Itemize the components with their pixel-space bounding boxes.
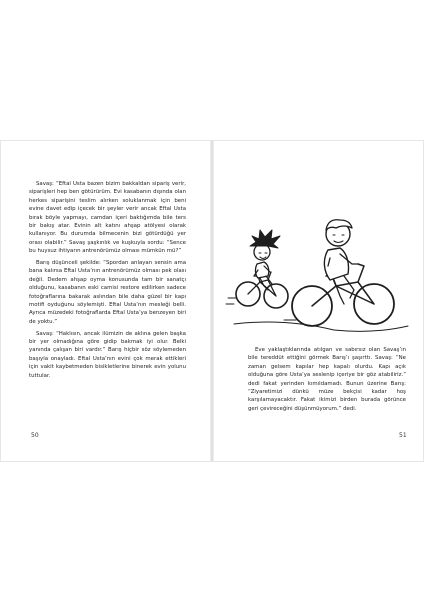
right-page-text — [248, 346, 406, 417]
left-paragraph-2: Barış düşünceli şekilde: “Spordan anlayan sensin ama bana kalırsa Eftal Usta’nın antrenörümüz olması pek olası değil. Dedem ahşap oyma konusunda tam bir sanatçı olduğunu, kasabanın eski camisi restore edilirken sadece fotoğraflarına bakarak aslından bile daha güzel bir kapı motifi oyduğunu söylemişti. Eftal Usta’nın mesleği belli. Ayrıca müzedeki fotoğraflarda Eftal Usta’ya benzeyen biri de yoktu.” — [29, 259, 186, 325]
right-page-number: 51 — [399, 432, 407, 439]
left-page — [0, 140, 210, 462]
right-paragraph-1: Eve yaklaştıklarında atılgan ve sabırsız olan Savaş’ın bile tereddüt ettiğini görmek Barış’ı şaşırttı. Savaş: “Ne zaman gelsem kapılar hep kapalı olurdu. Kapı açık olduğuna göre Usta’ya seslenip içeriye bir göz atabiliriz.” dedi fakat yerinden kımıldamadı. Bunun üzerine Barış: “Ziyaretimizi dünkü müze bekçisi kadar hoş karşılamayacaktır. Fakat ikimizi birden burada görünce geri çevireceğini düşünmüyorum.” dedi. — [248, 347, 406, 412]
left-page-number: 50 — [31, 432, 39, 439]
two-boys-on-bicycles-icon — [224, 206, 414, 342]
left-paragraph-1: Savaş: “Eftal Usta bazen bizim bakkaldan sipariş verir, siparişleri hep ben götürürüm. Evi kasabanın dışında olan herkes siparişini teslim alırken soluklanmak için beni evine davet edip içecek bir şeyler verir ancak Eftal Usta bırak böyle yapmayı, camdan içeri baktığımda bile ters bir bakış atar. Evinin alt katını ahşap atölyesi olarak kullanıyor. Bu durumda bilmecenin bizi götürdüğü yer orası olabilir.” Savaş şaşkınlık ve kuşkuyla sordu: “Sence bu huysuz ihtiyarın antrenörümüz olması mümkün mü?” — [29, 181, 186, 255]
left-paragraph-3: Savaş: “Haklısın, ancak ilümizin de aklına gelen başka bir yer olmadığına göre gidip bakmak iyi olur. Belki yanında çalışan biri vardır.” Barış hiçbir söz söylemeden başıyla onayladı. Eftal Usta’nın evini çok merak ettikleri için vakit kaybetmeden bisikletlerine binerek evin yolunu tuttular. — [29, 330, 186, 379]
left-page-text — [29, 180, 186, 383]
right-page — [214, 140, 424, 462]
